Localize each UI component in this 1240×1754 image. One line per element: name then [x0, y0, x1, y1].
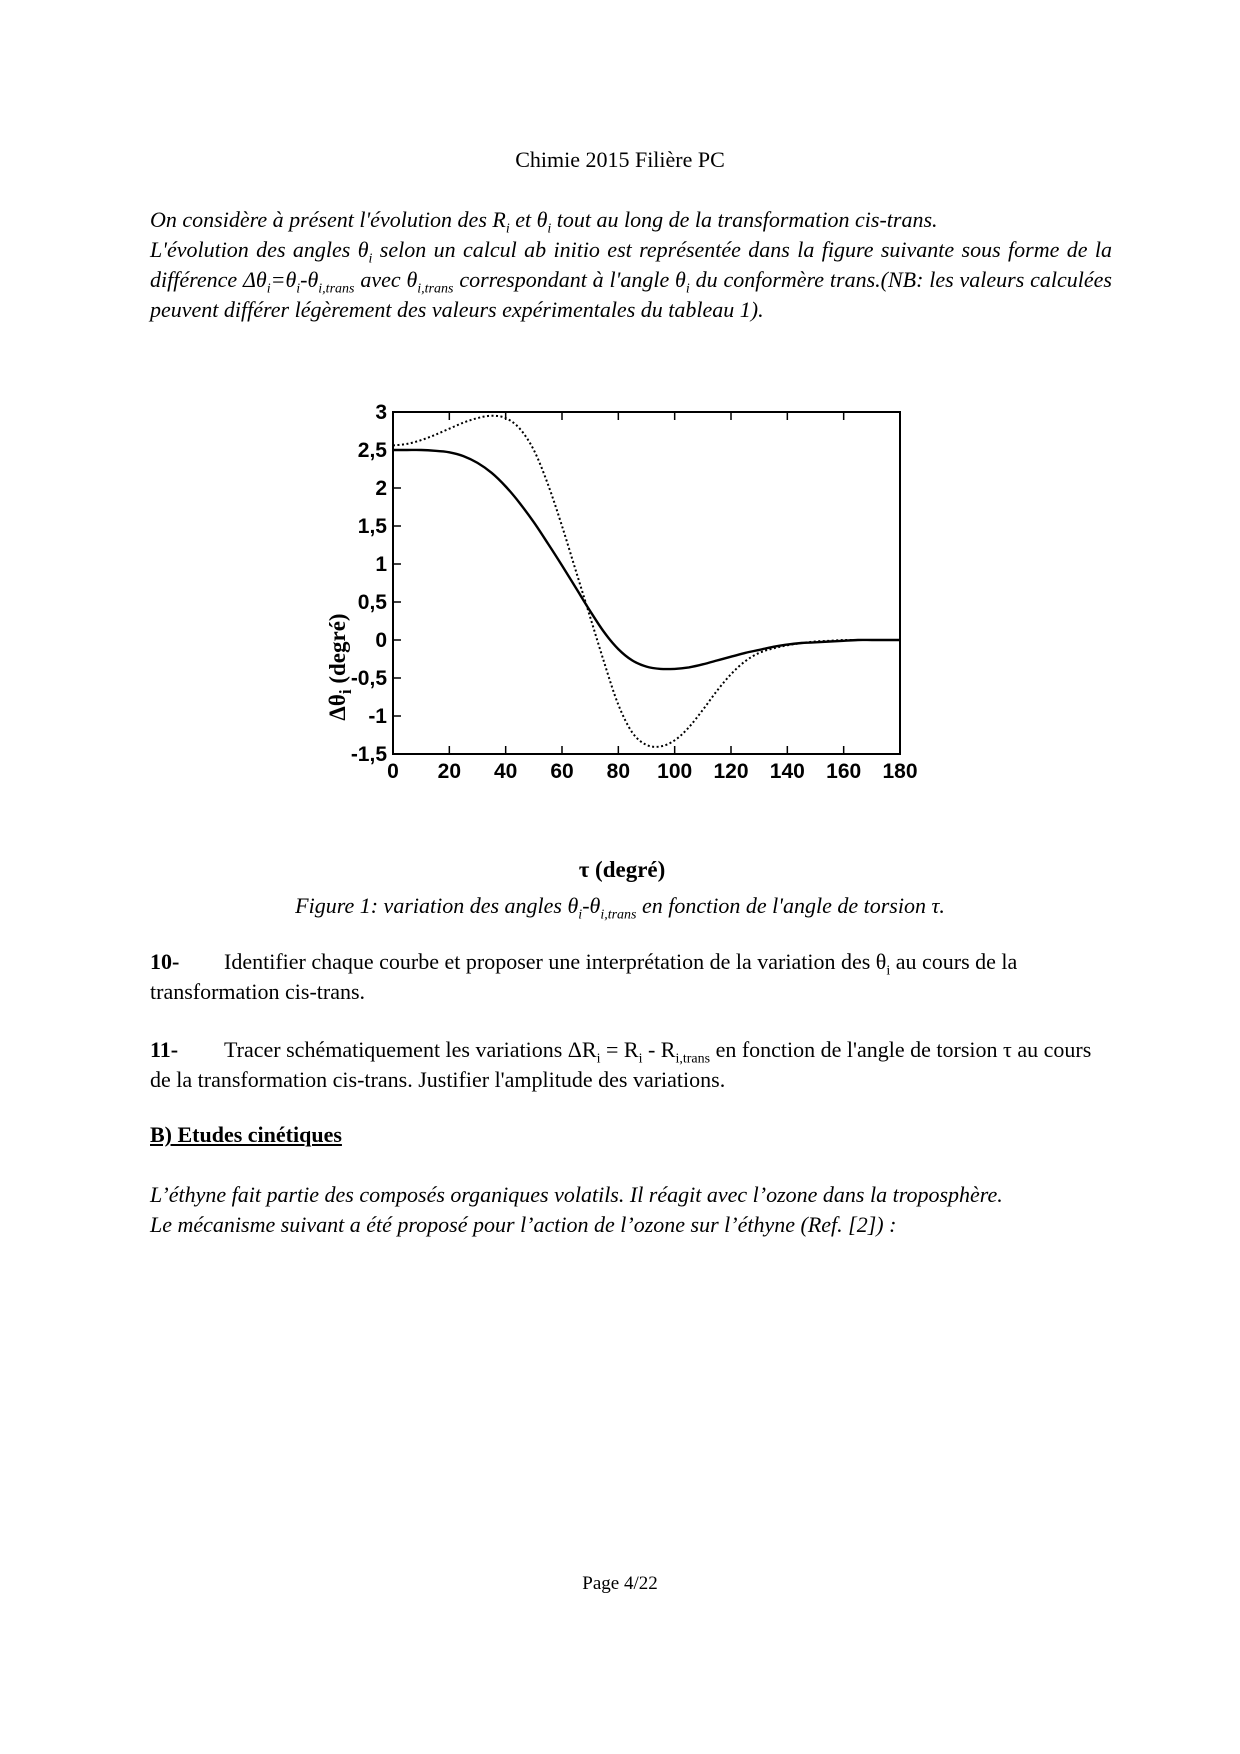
intro-paragraph [150, 205, 1112, 325]
x-tick-label: 60 [550, 760, 574, 783]
y-tick-label: 0,5 [357, 591, 387, 614]
plot-border [393, 412, 900, 754]
delta-theta-chart [300, 392, 940, 902]
closing-line-1: L’éthyne fait partie des composés organiques volatils. Il réagit avec l’ozone dans la troposphère. [150, 1182, 1003, 1207]
x-axis-label: τ (degré) [578, 857, 666, 882]
series-line-solid [393, 450, 900, 669]
page-number: Page 4/22 [582, 1573, 658, 1594]
x-tick-label: 20 [437, 760, 462, 783]
figure-caption: Figure 1: variation des angles $\theta_i-\theta_{i,trans}$ en fonction de l'angle de torsion τ. [295, 893, 945, 923]
closing-paragraph [150, 1180, 1112, 1240]
x-tick-label: 0 [387, 760, 399, 783]
y-tick-label: 1 [375, 553, 387, 576]
intro-line-2: L'évolution des angles $\theta_i$ selon un calcul ab initio est représentée dans la figure suivante sous forme de la différence $\Delta\theta_i=\theta_i-\theta_{i,trans}$ avec $\theta_{i,trans}$ correspondant à l'angle $\theta_i$ du conformère trans.(NB: les valeurs calculées peuvent différer légèrement des valeurs expérimentales du tableau 1). [150, 237, 1112, 322]
y-tick-label: -1,5 [350, 743, 387, 766]
x-tick-label: 40 [493, 760, 518, 783]
x-tick-label: 100 [657, 760, 693, 783]
x-tick-label: 180 [882, 760, 918, 783]
intro-line-1: On considère à présent l'évolution des $R_i$ et $\theta_i$ tout au long de la transformation cis-trans. [150, 207, 938, 237]
series-line-dotted [393, 416, 900, 747]
y-tick-label: -0,5 [350, 667, 387, 690]
question-11: 11- Tracer schématiquement les variations $\Delta R_i = R_i - R_{i,trans}$ en fonction de l'angle de torsion τ au cours de la transformation cis-trans. Justifier l'amplitude des variations. [150, 1037, 1092, 1092]
plot-frame [393, 412, 900, 754]
y-tick-label: 2 [375, 477, 387, 500]
y-axis-label: $\Delta\theta_i$ (degré) [325, 613, 355, 721]
y-tick-labels [351, 401, 388, 766]
x-tick-label: 160 [826, 760, 862, 783]
page-header: Chimie 2015 Filière PC [515, 147, 725, 172]
axis-ticks [393, 412, 900, 754]
x-tick-labels [387, 760, 917, 783]
question-10: 10- Identifier chaque courbe et proposer une interprétation de la variation des $\theta_i$ au cours de la transformation cis-trans. [150, 949, 1018, 1004]
x-tick-label: 120 [713, 760, 749, 783]
y-tick-label: 1,5 [357, 515, 387, 538]
y-tick-label: 2,5 [357, 439, 387, 462]
question-number: 11- [150, 1037, 179, 1062]
section-title: B) Etudes cinétiques [150, 1122, 342, 1147]
y-tick-label: 0 [375, 629, 387, 652]
x-tick-label: 80 [606, 760, 631, 783]
figure-1 [300, 392, 940, 902]
x-tick-label: 140 [769, 760, 805, 783]
y-tick-label: -1 [368, 705, 387, 728]
data-series [393, 416, 900, 747]
question-number: 10- [150, 949, 180, 974]
y-tick-label: 3 [375, 401, 387, 424]
closing-line-2: Le mécanisme suivant a été proposé pour l’action de l’ozone sur l’éthyne (Ref. [2]) : [150, 1212, 897, 1237]
